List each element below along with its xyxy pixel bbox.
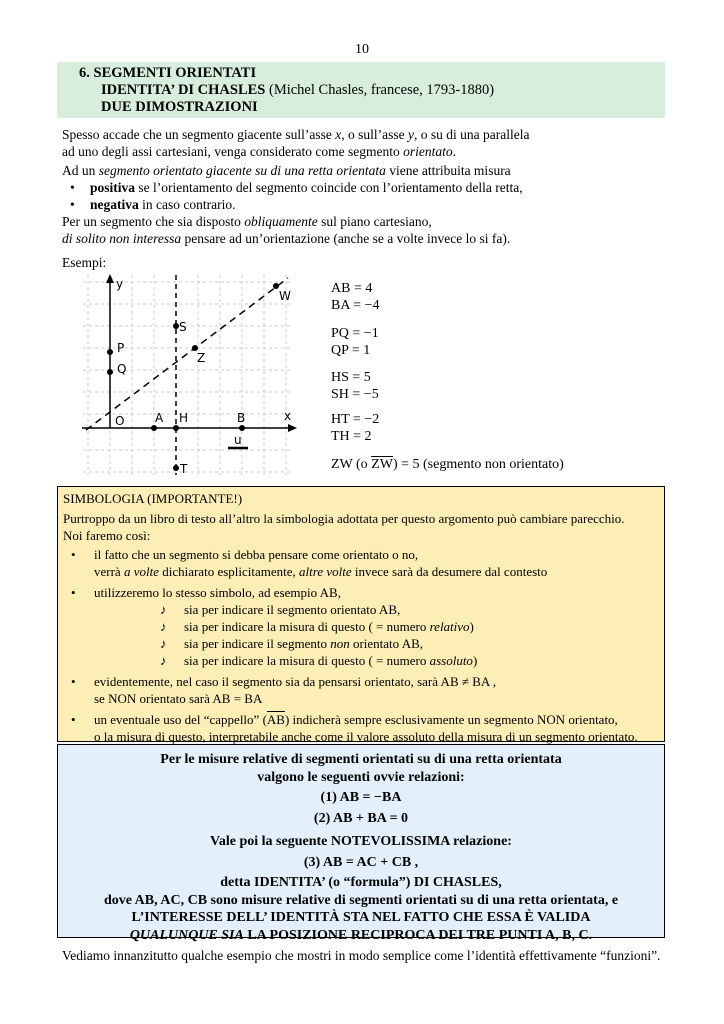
point-p xyxy=(107,349,113,355)
equations-hs: HS = 5 SH = −5 xyxy=(331,370,379,402)
intro-paragraph-3: Per un segmento che sia disposto obliquamente sul piano cartesiano, di solito non interessa pensare ad un’orientazione (anche se a volte invece lo si fa). xyxy=(62,214,511,246)
label-y: y xyxy=(116,277,124,291)
label-p: P xyxy=(117,341,125,355)
label-h: H xyxy=(179,411,189,425)
list-item: • un eventuale uso del “cappello” $(\overline{AB})$ indicherà sempre esclusivamente un segmento NON orientato, o la misura di questo, interpretabile anche come il valore assoluto della misura di un segmento orientato. xyxy=(63,711,664,745)
closing-sentence: Vediamo innanzitutto qualche esempio che mostri in modo semplice come l’identità effettivamente “funzioni”. xyxy=(62,948,661,963)
label-u: u xyxy=(234,433,242,447)
relation-1: (1) AB = −BA xyxy=(320,790,402,805)
label-b: B xyxy=(237,411,246,425)
chasles-box: Per le misure relative di segmenti orientati su di una retta orientata valgono le seguenti ovvie relazioni: (1) AB = −BA (2) AB + BA = 0 Vale poi la seguente NOTEVOLISSIMA relazione: (3) AB = AC + CB , detta IDENTITA’ (o “formula”) DI CHASLES, dove AB, AC, CB sono misure relative di segmenti orientati su di una retta orientata, e L’INTERESSE DELL’ IDENTITÀ STA NEL FATTO CHE ESSA È VALIDA QUALUNQUE SIA LA POSIZIONE RECIPROCA DEI TRE PUNTI A, B, C. xyxy=(57,744,665,938)
label-t: T xyxy=(180,462,188,476)
equations-ab: AB = 4 BA = −4 xyxy=(331,281,380,313)
label-s: S xyxy=(179,320,187,334)
point-t xyxy=(173,465,179,471)
section-subtitle-2: DUE DIMOSTRAZIONI xyxy=(101,99,258,115)
relation-3: (3) AB = AC + CB , xyxy=(303,854,419,870)
label-q: Q xyxy=(117,362,127,376)
section-subtitle-note: (Michel Chasles, francese, 1793-1880) xyxy=(265,82,495,98)
relation-2: (2) AB + BA = 0 xyxy=(313,810,409,826)
list-item: • il fatto che un segmento si debba pensare come orientato o no, verrà a volte dichiarato esplicitamente, altre volte invece sarà da desumere dal contesto xyxy=(63,546,664,580)
label-w: W xyxy=(279,289,291,303)
equation-zw: ZW (o $\overline{ZW}) = 5$ (segmento non orientato) xyxy=(331,457,564,472)
point-a xyxy=(151,425,157,431)
list-item: • utilizzeremo lo stesso simbolo, ad esempio AB, ♪ sia per indicare il segmento orientato AB, ♪ sia per indicare la misura di questo ( = numero relativo) ♪ sia per indicare il segmento non orientato AB, ♪ sia per indicare la misura di questo ( = numero assoluto) xyxy=(63,584,664,669)
point-h xyxy=(173,425,179,431)
equations-ht: HT = −2 TH = 2 xyxy=(331,412,380,444)
section-subtitle: IDENTITA’ DI CHASLES xyxy=(101,82,266,98)
label-o: O xyxy=(115,414,125,428)
symbology-title: SIMBOLOGIA (IMPORTANTE!) xyxy=(63,491,243,506)
intro-paragraph-2: Ad un segmento orientato giacente su di una retta orientata viene attribuita misura • positiva se l’orientamento del segmento coincide con l’orientamento della retta, • negativa in caso contrario. xyxy=(62,162,662,213)
point-q xyxy=(107,369,113,375)
section-header xyxy=(57,62,665,118)
point-b xyxy=(239,425,245,431)
section-title: 6. SEGMENTI ORIENTATI xyxy=(79,65,257,81)
label-x: x xyxy=(284,409,292,423)
label-a: A xyxy=(155,411,164,425)
cartesian-graph xyxy=(78,270,300,480)
list-item: • positiva se l’orientamento del segmento coincide con l’orientamento della retta, xyxy=(62,179,662,196)
equations-pq: PQ = −1 QP = 1 xyxy=(331,326,379,358)
examples-label: Esempi: xyxy=(62,255,107,270)
list-item: • negativa in caso contrario. xyxy=(62,196,662,213)
page-number: 10 xyxy=(355,42,369,57)
list-item: • evidentemente, nel caso il segmento sia da pensarsi orientato, sarà AB ≠ BA , se NON orientato sarà AB = BA xyxy=(63,673,664,707)
intro-paragraph-1: Spesso accade che un segmento giacente sull’asse x, o sull’asse y, o su di una parallela ad uno degli assi cartesiani, venga considerato come segmento orientato. xyxy=(62,127,530,159)
symbology-box: SIMBOLOGIA (IMPORTANTE!) Purtroppo da un libro di testo all’altro la simbologia adottata per questo argomento può cambiare parecchio. Noi faremo così: • il fatto che un segmento si debba pensare come orientato o no, verrà a volte dichiarato esplicitamente, altre volte invece sarà da desumere dal contesto • utilizzeremo lo stesso simbolo, ad esempio AB, ♪ sia per indicare il segmento orientato AB, ♪ sia per indicare la misura di questo ( = numero relativo) ♪ sia per indicare il segmento non orientato AB, ♪ sia per indicare la misura di questo ( = numero assoluto) • evidentemente, nel caso il segmento sia da pensarsi orientato, sarà AB ≠ BA , se NON orientato sarà AB = BA • un eventuale uso del “cappello” $(\overline{AB})$ indicherà sempre esclusivamente un segmento NON orientato, o la misura di questo, interpretabile anche come il valore assoluto della misura di un segmento orientato. xyxy=(57,486,665,742)
label-z: Z xyxy=(197,351,206,365)
